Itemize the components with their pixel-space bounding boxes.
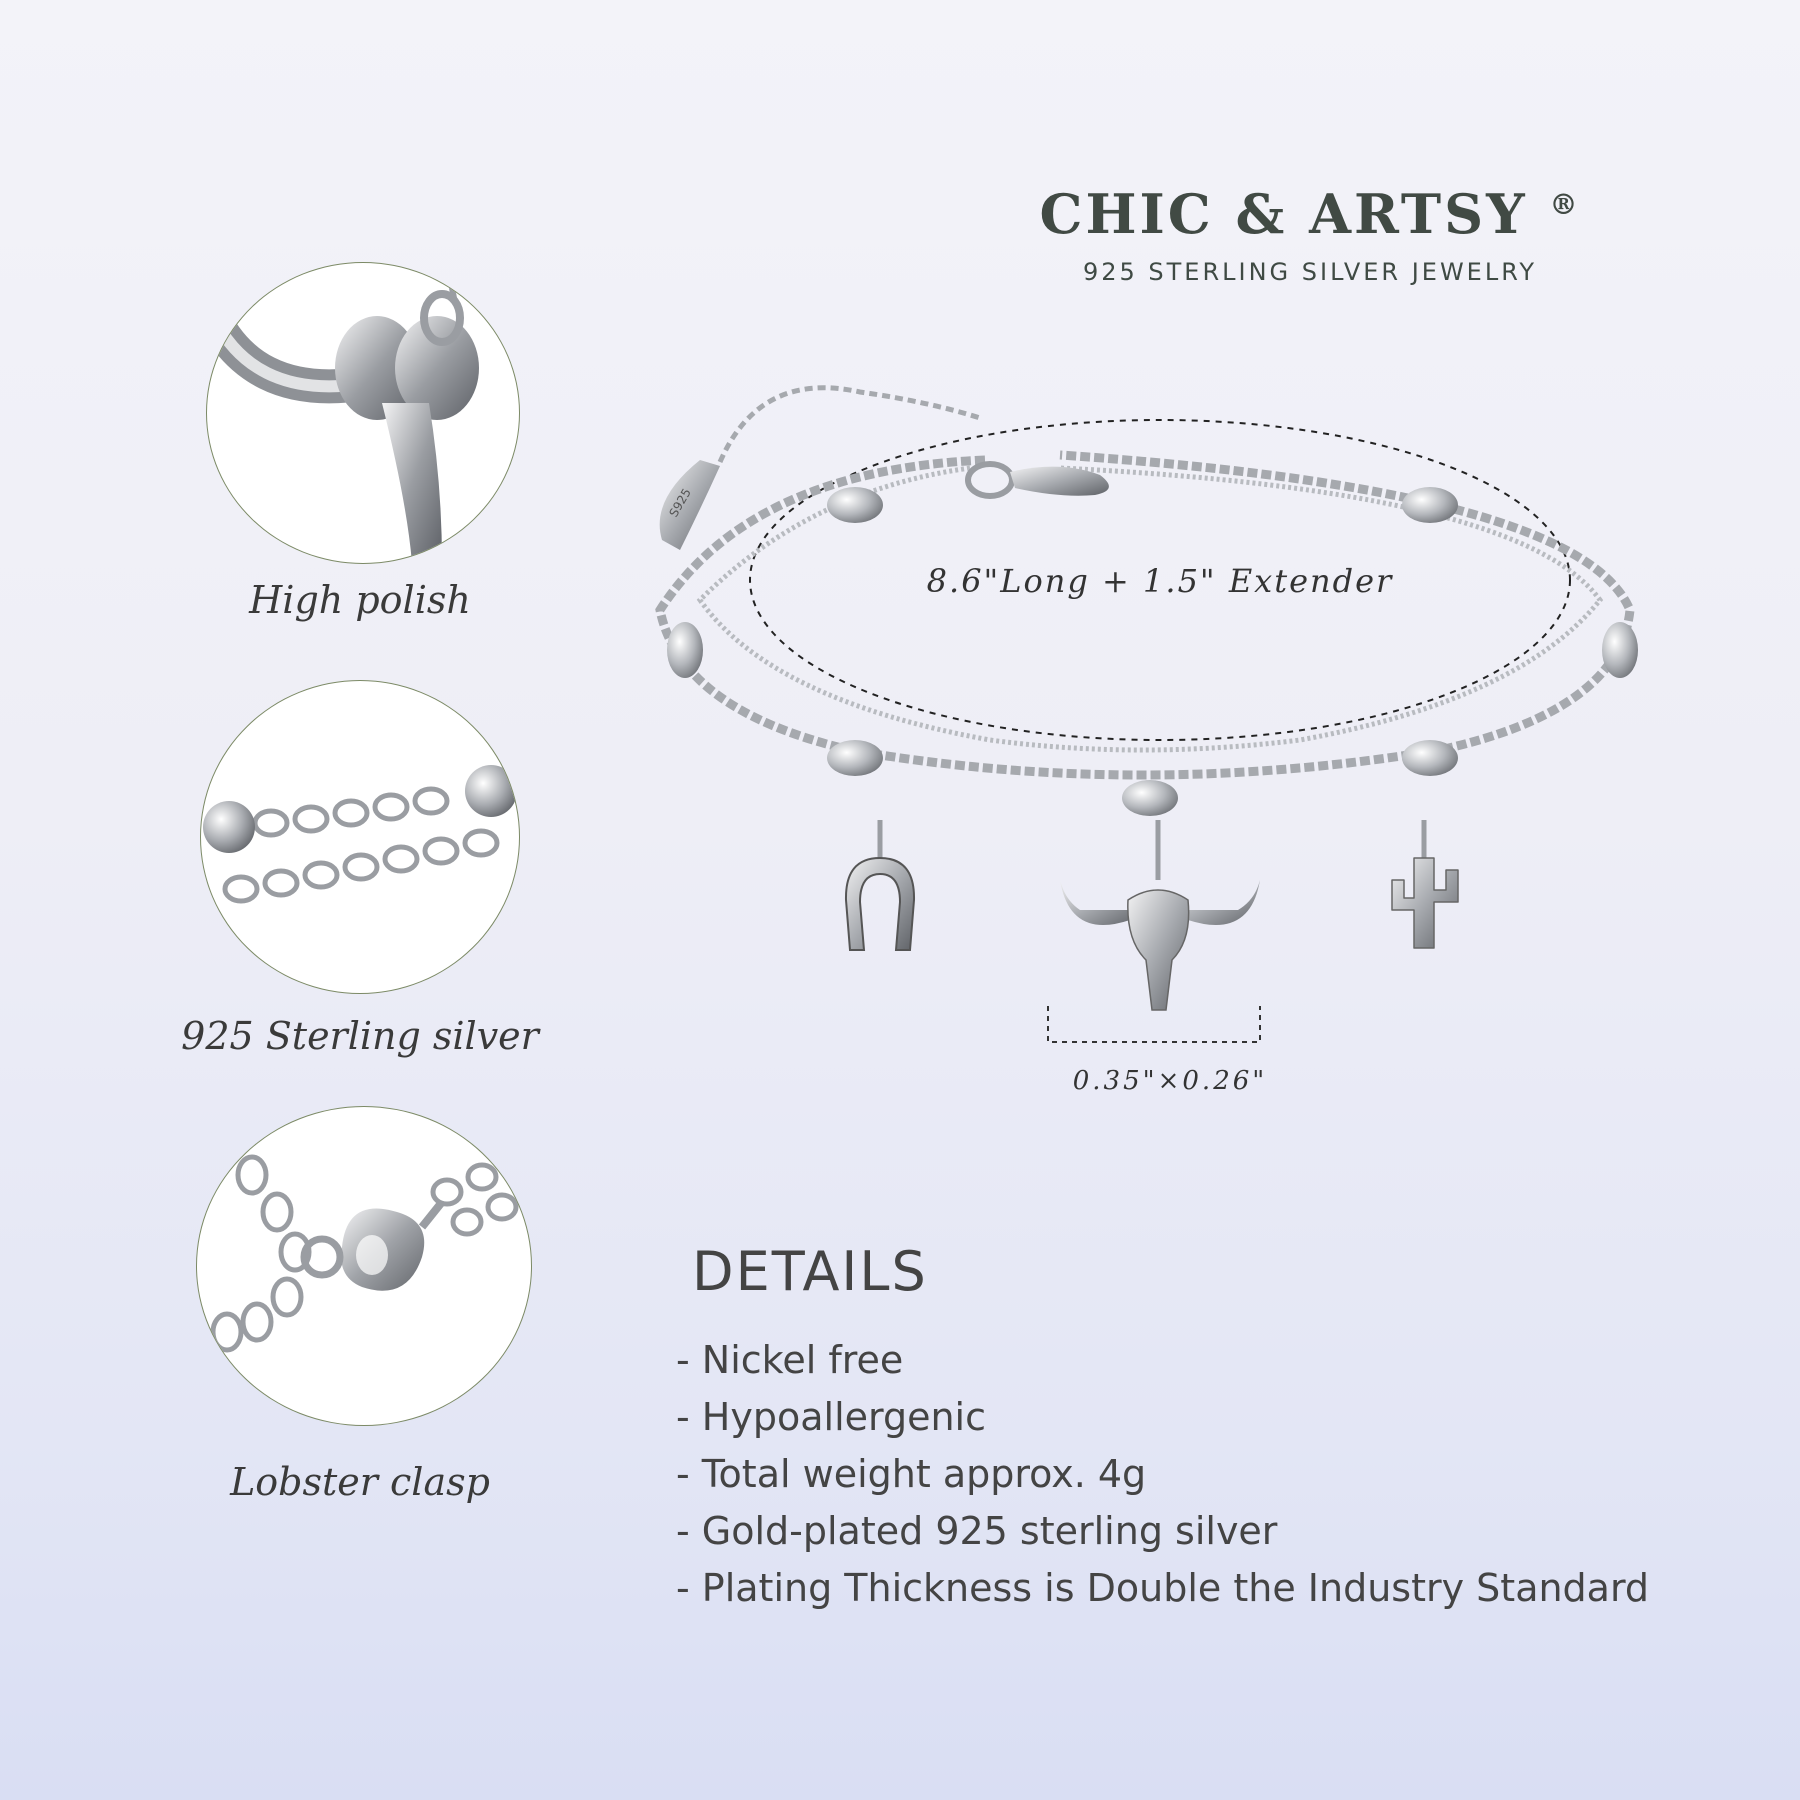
- tag-stamp: S925: [666, 486, 694, 520]
- brand-name: [1000, 182, 1620, 246]
- details-item: - Plating Thickness is Double the Industry Standard: [676, 1566, 1650, 1610]
- chain-links-closeup-icon: [201, 681, 519, 993]
- high-polish-closeup: [206, 262, 520, 564]
- bracelet-icon: [640, 380, 1660, 1100]
- caption-sterling-silver: 925 Sterling silver: [181, 1014, 539, 1058]
- polished-charm-closeup-icon: [207, 263, 519, 563]
- details-item: - Hypoallergenic: [676, 1395, 986, 1439]
- details-list: [676, 1332, 1649, 1617]
- lobster-clasp-closeup-icon: [197, 1107, 531, 1425]
- caption-lobster-clasp: Lobster clasp: [230, 1460, 490, 1504]
- brand-tagline: 925 STERLING SILVER JEWELRY: [1082, 258, 1538, 286]
- charm-size-label: 0.35"×0.26": [1072, 1066, 1268, 1096]
- bull-skull-charm-icon: [1060, 820, 1260, 1010]
- horseshoe-charm-icon: [846, 820, 914, 950]
- brand-name-text: CHIC & ARTSY: [1039, 182, 1528, 246]
- caption-high-polish: High polish: [249, 578, 471, 622]
- cactus-charm-icon: [1392, 820, 1458, 948]
- details-item: - Nickel free: [676, 1338, 904, 1382]
- details-title: DETAILS: [692, 1240, 928, 1303]
- details-item: - Total weight approx. 4g: [676, 1452, 1147, 1496]
- details-item: - Gold-plated 925 sterling silver: [676, 1509, 1278, 1553]
- bracelet-illustration: [640, 380, 1660, 1100]
- lobster-clasp-closeup: [196, 1106, 532, 1426]
- length-label: 8.6"Long + 1.5" Extender: [926, 562, 1394, 600]
- sterling-silver-closeup: [200, 680, 520, 994]
- brand-header: [1000, 182, 1620, 286]
- registered-mark: ®: [1549, 188, 1581, 221]
